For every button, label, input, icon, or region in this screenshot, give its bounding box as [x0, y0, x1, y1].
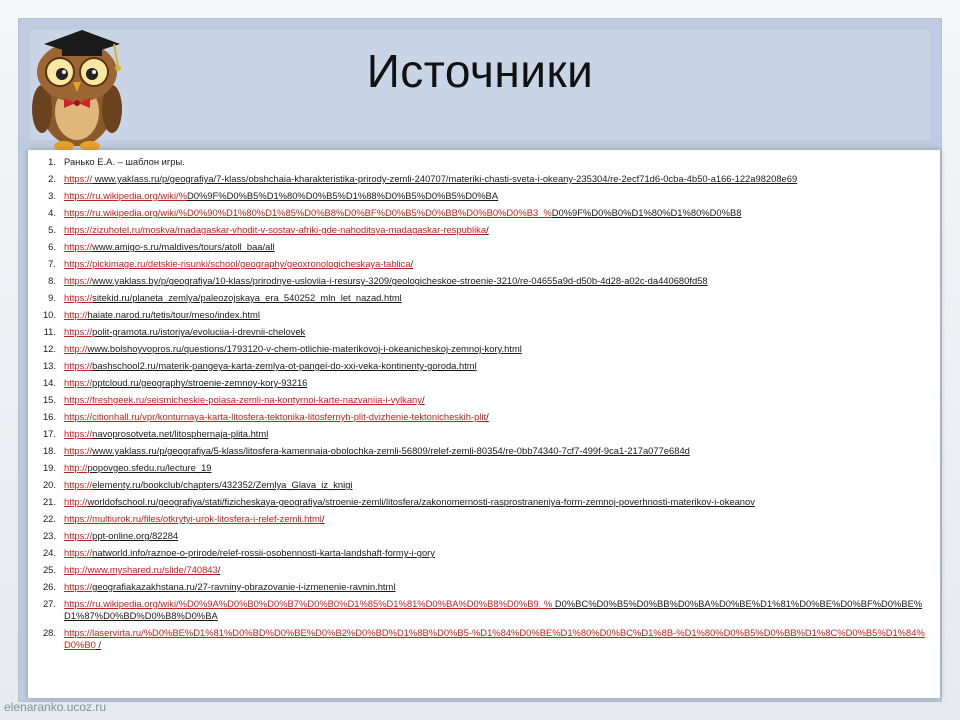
- source-number: 28.: [42, 627, 56, 638]
- source-number: 4.: [48, 207, 56, 218]
- source-item: [28, 445, 940, 457]
- source-link[interactable]: https://: [64, 530, 93, 541]
- source-text: [64, 394, 940, 406]
- source-link[interactable]: popovgeo.sfedu.ru/lecture_19: [87, 462, 212, 473]
- source-text: [64, 547, 940, 559]
- source-link[interactable]: geografiakazakhstana.ru/27-ravniny-obrazovanie-i-izmenenie-ravnin.html: [92, 581, 396, 592]
- source-number: 13.: [42, 360, 56, 371]
- source-text: [64, 241, 940, 253]
- source-link[interactable]: https://: [64, 377, 93, 388]
- source-link[interactable]: worldofschool.ru/geografiya/stati/fizicheskaya-geografiya/stroenie-zemli/litosfera/zakonomernosti-rasprostraneniya-form-zemnoj-poverhnosti-materikov-i-okeanov: [87, 496, 755, 507]
- source-link[interactable]: ppt-online.org/82284: [92, 530, 179, 541]
- source-link[interactable]: http://: [64, 309, 88, 320]
- source-link[interactable]: https://ru.wikipedia.org/wiki/%D0%9A%D0%B0%D0%B7%D0%B0%D1%85%D1%81%D0%BA%D0%B8%D0%B9_%: [64, 598, 553, 609]
- source-link[interactable]: D0%9F%D0%B5%D1%80%D0%B5%D1%88%D0%B5%D0%B5%D0%BA: [186, 190, 499, 201]
- source-link[interactable]: https://ru.wikipedia.org/wiki/%D0%90%D1%80%D1%85%D0%B8%D0%BF%D0%B5%D0%BB%D0%B0%D0%B3_%: [64, 207, 552, 218]
- source-item: [28, 207, 940, 219]
- source-link[interactable]: https://laservirta.ru/%D0%BE%D1%81%D0%BD%D0%BE%D0%B2%D0%BD%D1%8B%D0%B5-%D1%84%D0%BE%D1%80%D0%BC%D1%8B-%D1%80%D0%B5%D0%BB%D1%8C%D0%B5%D1%84%D0%B0: [64, 627, 925, 650]
- source-link[interactable]: https://: [64, 360, 93, 371]
- source-link[interactable]: https://: [64, 173, 93, 184]
- source-item: [28, 627, 940, 651]
- source-text: [64, 377, 940, 389]
- source-text: [64, 207, 940, 219]
- source-link[interactable]: pptcloud.ru/geography/stroenie-zemnoy-kory-93216: [92, 377, 308, 388]
- source-item: [28, 309, 940, 321]
- source-number: 22.: [42, 513, 56, 524]
- source-link[interactable]: D0%9F%D0%B0%D1%80%D1%80%D0%B8: [551, 207, 742, 218]
- source-link[interactable]: D0%BC%D0%B5%D0%BB%D0%BA%D0%BE%D1%81%D0%BE%D0%BF%D0%BE%D1%87%D0%BD%D0%B8%D0%BA: [64, 598, 923, 621]
- source-link[interactable]: /: [321, 513, 325, 524]
- source-text: [64, 309, 940, 321]
- source-link[interactable]: www.yaklass.ru/p/geografiya/7-klass/obshchaia-kharakteristika-prirody-zemli-240707/materiki-chasti-sveta-i-okeany-235304/re-2ecf71d6-0cba-4b50-a166-122a98208e69: [92, 173, 798, 184]
- source-link[interactable]: https://multiurok.ru/files/otkrytyi-urok-litosfera-i-relef-zemli.html: [64, 513, 322, 524]
- source-number: 21.: [42, 496, 56, 507]
- source-item: [28, 173, 940, 185]
- source-text: [64, 411, 940, 423]
- source-link[interactable]: bashschool2.ru/materik-pangeya-karta-zemlya-ot-pangei-do-xxi-veka-kontinenty-goroda.html: [92, 360, 477, 371]
- source-link[interactable]: https://: [64, 292, 93, 303]
- source-text: [64, 462, 940, 474]
- source-item: [28, 275, 940, 287]
- source-link[interactable]: https://: [64, 241, 93, 252]
- source-link[interactable]: /: [421, 394, 425, 405]
- source-text: [64, 343, 940, 355]
- source-item: [28, 292, 940, 304]
- source-item: [28, 428, 940, 440]
- source-text: [64, 258, 940, 270]
- source-link[interactable]: www.amigo-s.ru/maldives/tours/atoll_baa/all: [92, 241, 275, 252]
- source-item: [28, 377, 940, 389]
- source-number: 24.: [42, 547, 56, 558]
- source-text: [64, 156, 940, 168]
- source-text: [64, 428, 940, 440]
- source-text: [64, 173, 940, 185]
- source-number: 17.: [42, 428, 56, 439]
- source-link[interactable]: http://: [64, 343, 88, 354]
- source-number: 19.: [42, 462, 56, 473]
- source-number: 16.: [42, 411, 56, 422]
- source-text: [64, 564, 940, 576]
- source-number: 6.: [48, 241, 56, 252]
- source-text: [64, 326, 940, 338]
- source-item: [28, 462, 940, 474]
- source-item: [28, 190, 940, 202]
- source-item: [28, 411, 940, 423]
- source-link[interactable]: /: [95, 639, 102, 650]
- source-link[interactable]: https://pickimage.ru/detskie-risunki/school/geography/geoxronologicheskaya-tablica: [64, 258, 411, 269]
- source-link[interactable]: https://: [64, 479, 93, 490]
- source-item: [28, 581, 940, 593]
- source-item: [28, 326, 940, 338]
- source-item: [28, 360, 940, 372]
- source-text: [64, 496, 940, 508]
- footer-watermark: elenaranko.ucoz.ru: [4, 700, 107, 714]
- source-link[interactable]: https://: [64, 326, 93, 337]
- sources-panel: [28, 150, 940, 698]
- source-number: 18.: [42, 445, 56, 456]
- source-number: 8.: [48, 275, 56, 286]
- source-number: 11.: [43, 326, 56, 337]
- source-number: 7.: [48, 258, 56, 269]
- source-number: 20.: [42, 479, 56, 490]
- source-item: [28, 598, 940, 622]
- source-item: [28, 530, 940, 542]
- source-item: [28, 394, 940, 406]
- source-item: [28, 156, 940, 168]
- source-text: [64, 581, 940, 593]
- source-number: 2.: [48, 173, 56, 184]
- source-link[interactable]: haiate.narod.ru/tetis/tour/meso/index.html: [87, 309, 260, 320]
- source-number: 27.: [42, 598, 56, 609]
- source-link[interactable]: /: [217, 564, 221, 575]
- source-item: [28, 241, 940, 253]
- source-text: [64, 530, 940, 542]
- source-item: [28, 564, 940, 576]
- source-link[interactable]: http://: [64, 496, 88, 507]
- source-text: [64, 479, 940, 491]
- source-text: [64, 598, 940, 622]
- source-item: [28, 513, 940, 525]
- source-text: [64, 445, 940, 457]
- source-number: 3.: [48, 190, 56, 201]
- source-link[interactable]: natworld.info/raznoe-o-prirode/relef-rossii-osobennosti-karta-landshaft-formy-i-gory: [92, 547, 435, 558]
- source-link[interactable]: elementy.ru/bookclub/chapters/432352/Zemlya_Glava_iz_knigi: [92, 479, 353, 490]
- source-link[interactable]: navoprosotveta.net/litosphernaja-plita.html: [92, 428, 269, 439]
- source-number: 23.: [42, 530, 56, 541]
- source-link[interactable]: /: [486, 411, 489, 422]
- source-number: 1.: [48, 156, 56, 167]
- source-label: Ранько Е.А. – шаблон игры.: [64, 156, 185, 167]
- source-number: 12.: [42, 343, 56, 354]
- source-link[interactable]: https://zizuhotel.ru/moskva/madagaskar-vhodit-v-sostav-afriki-gde-nahoditsya-madagaskar-respublika: [64, 224, 487, 235]
- source-link[interactable]: https://freshgeek.ru/seismicheskie-poiasa-zemli-na-kontyrnoi-karte-nazvaniia-i-vylkany: [64, 394, 422, 405]
- source-link[interactable]: https://: [64, 445, 93, 456]
- source-number: 14.: [42, 377, 56, 388]
- source-text: [64, 360, 940, 372]
- source-link[interactable]: https://citionhall.ru/vpr/konturnaya-karta-litosfera-tektonika-litosfernyh-plit-dvizhenie-tektonicheskih-plit: [64, 411, 487, 422]
- source-link[interactable]: http://www.myshared.ru/slide/740843: [64, 564, 218, 575]
- source-link[interactable]: https://: [64, 275, 93, 286]
- source-item: [28, 496, 940, 508]
- source-link[interactable]: www.yaklass.by/p/geografiya/10-klass/prirodnye-usloviia-i-resursy-3209/geologicheskoe-stroenie-3210/re-04655a9d-d50b-4d28-a02c-da440680fd58: [92, 275, 708, 286]
- source-text: [64, 275, 940, 287]
- source-item: [28, 224, 940, 236]
- source-link[interactable]: https://: [64, 581, 93, 592]
- source-text: [64, 513, 940, 525]
- source-text: [64, 190, 940, 202]
- source-number: 9.: [48, 292, 56, 303]
- source-number: 5.: [48, 224, 56, 235]
- source-text: [64, 627, 940, 651]
- source-link[interactable]: sitekid.ru/planeta_zemlya/paleozojskaya_era_540252_mln_let_nazad.html: [92, 292, 402, 303]
- source-link[interactable]: www.yaklass.ru/p/geografiya/5-klass/litosfera-kamennaia-obolochka-zemli-56809/relef-zemli-80354/re-0bb74340-7cf7-499f-9ca1-217a077e684d: [92, 445, 690, 456]
- source-number: 15.: [42, 394, 56, 405]
- source-link[interactable]: www.bolshoyvopros.ru/questions/1793120-v-chem-otlichie-materikovoj-i-okeanicheskoj-zemnoj-kory.html: [87, 343, 522, 354]
- sources-list: [28, 150, 940, 651]
- source-item: [28, 547, 940, 559]
- source-text: [64, 224, 940, 236]
- source-number: 26.: [42, 581, 56, 592]
- source-link[interactable]: https://: [64, 547, 93, 558]
- source-item: [28, 479, 940, 491]
- source-link[interactable]: https://: [64, 428, 93, 439]
- source-text: [64, 292, 940, 304]
- source-link[interactable]: polit-gramota.ru/istoriya/evoluciia-i-drevnii-chelovek: [92, 326, 306, 337]
- source-link[interactable]: http://: [64, 462, 88, 473]
- source-number: 10.: [42, 309, 56, 320]
- source-link[interactable]: /: [486, 224, 489, 235]
- page-title: Источники: [366, 45, 594, 97]
- source-number: 25.: [42, 564, 56, 575]
- source-item: [28, 343, 940, 355]
- source-link[interactable]: https://ru.wikipedia.org/wiki/%: [64, 190, 187, 201]
- source-item: [28, 258, 940, 270]
- source-link[interactable]: /: [410, 258, 414, 269]
